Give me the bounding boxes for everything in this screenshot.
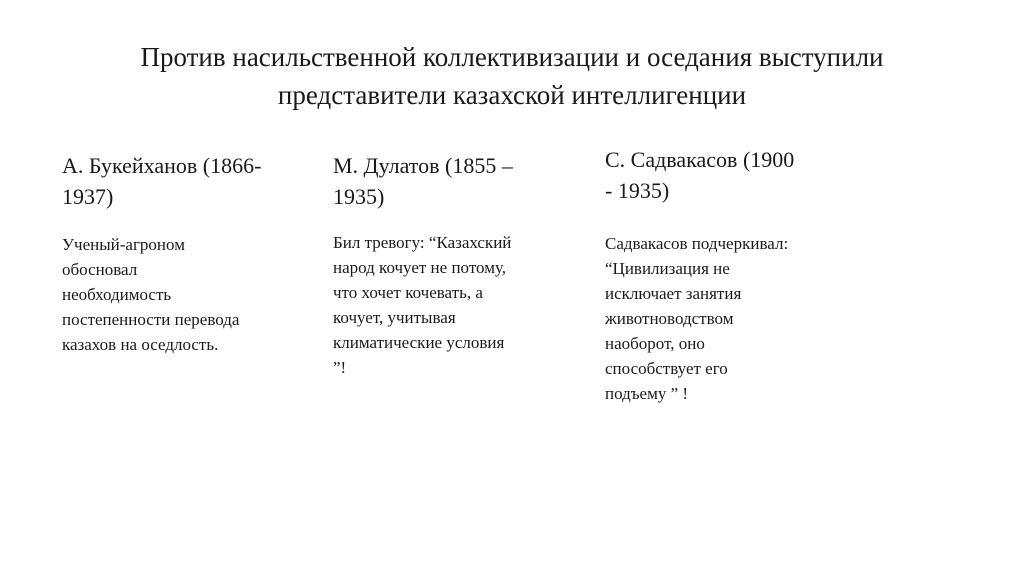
column-body [605,231,845,406]
slide-title [60,38,964,114]
column-sadvakasov [605,144,845,403]
column-heading [333,150,565,212]
column-heading-line: 1935) [333,184,385,209]
column-body [333,230,565,380]
body-line: способствует его [605,359,728,378]
slide-title-line: Против насильственной коллективизации и оседания выступили [140,42,884,72]
body-line: народ кочует не потому, [333,258,507,277]
body-line: казахов на оседлость. [62,335,219,354]
column-heading [62,150,302,212]
column-heading-line: С. Садвакасов (1900 [605,147,795,172]
column-heading [605,144,845,206]
body-line: постепенности перевода [62,310,240,329]
body-line: кочует, учитывая [333,308,456,327]
column-heading-line: М. Дулатов (1855 – [333,153,513,178]
body-line: Садвакасов подчеркивал: [605,234,789,253]
body-line: исключает занятия [605,284,742,303]
column-heading-line: 1937) [62,184,114,209]
column-dulatov [333,150,565,377]
body-line: что хочет кочевать, а [333,283,483,302]
column-heading-line: - 1935) [605,178,670,203]
column-heading-line: А. Букейханов (1866- [62,153,262,178]
body-line: “Цивилизация не [605,259,730,278]
body-line: наоборот, оно [605,334,705,353]
body-line: Ученый-агроном [62,235,185,254]
body-line: обосновал [62,260,138,279]
column-body [62,232,302,357]
body-line: необходимость [62,285,172,304]
slide-title-line: представители казахской интеллигенции [277,80,747,110]
column-bukeikhanov [62,150,302,354]
body-line: подъему ” ! [605,384,689,403]
body-line: животноводством [605,309,734,328]
body-line: Бил тревогу: “Казахский [333,233,512,252]
body-line: климатические условия [333,333,505,352]
body-line: ”! [333,358,347,377]
